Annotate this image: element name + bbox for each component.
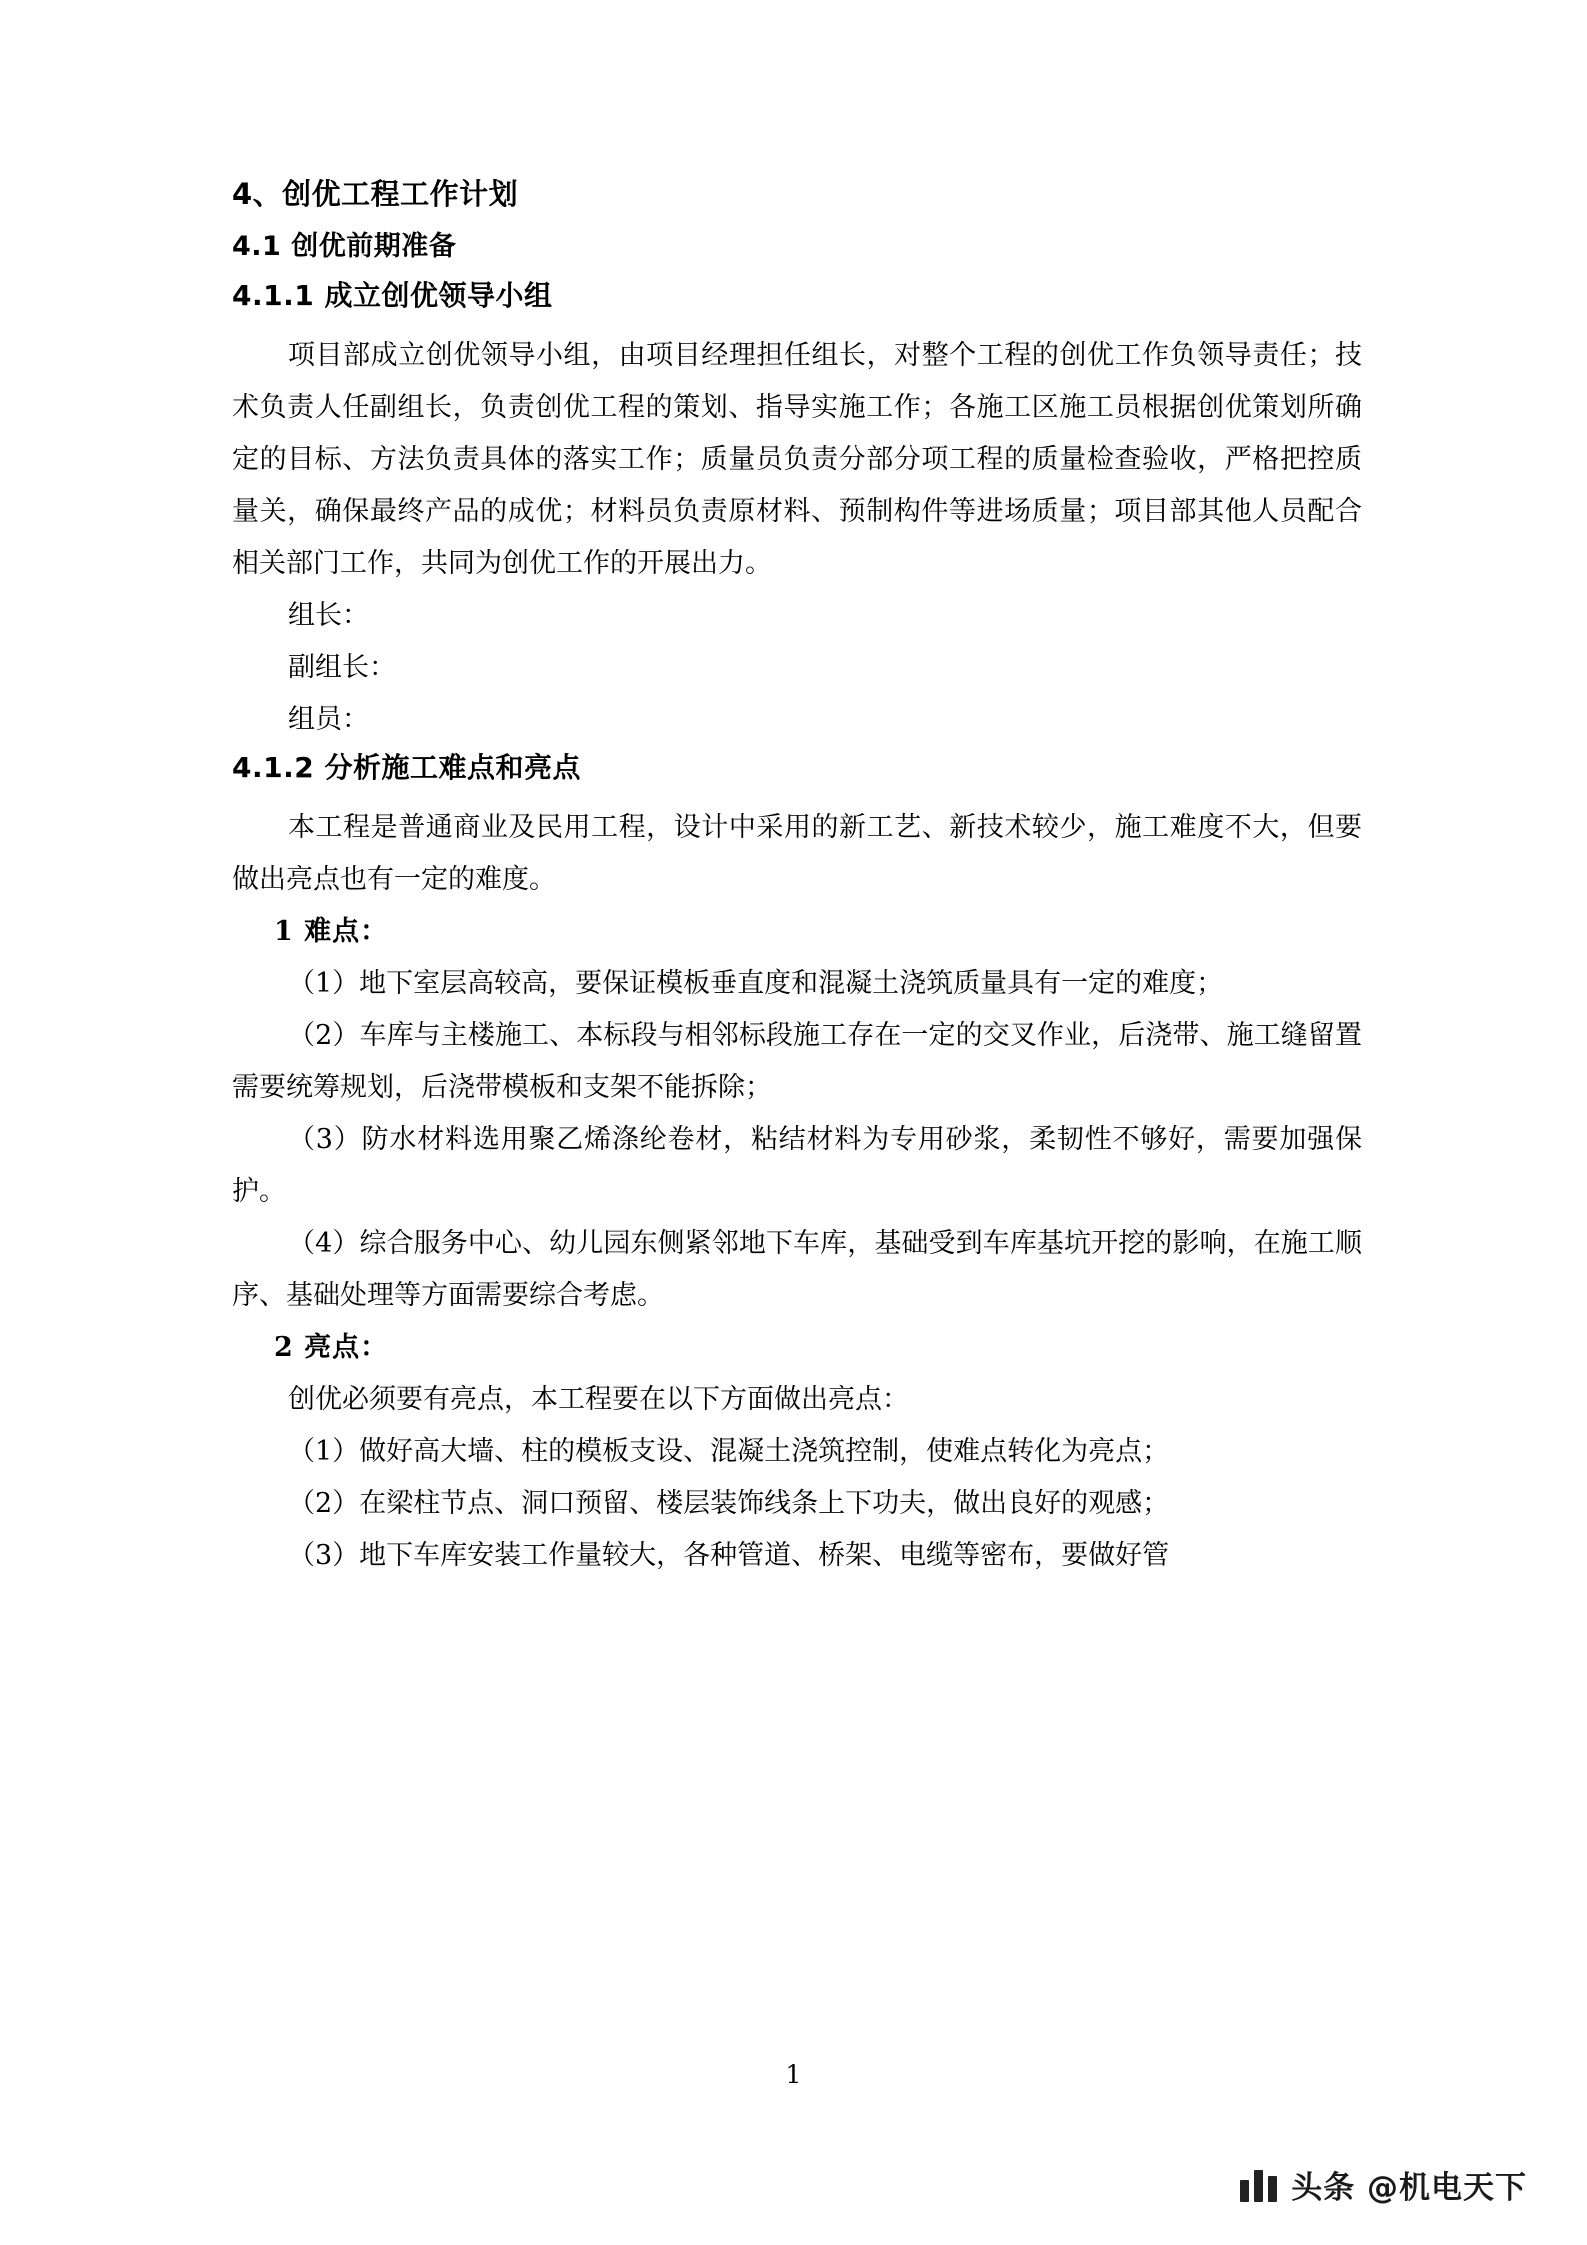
list-item-highlight-1: （1）做好高大墙、柱的模板支设、混凝土浇筑控制，使难点转化为亮点；: [288, 1436, 1170, 1467]
list-item-difficulty-1: （1）地下室层高较高，要保证模板垂直度和混凝土浇筑质量具有一定的难度；: [288, 968, 1224, 999]
label-deputy-group-leader: 副组长：: [288, 652, 396, 683]
list-item-difficulty-4: （4）综合服务中心、幼儿园东侧紧邻地下车库，基础受到车库基坑开挖的影响，在施工顺序、基础处理等方面需要综合考虑。: [232, 1228, 1362, 1311]
paragraph-highlights-intro: 创优必须要有亮点，本工程要在以下方面做出亮点：: [288, 1384, 909, 1415]
subsection-heading-4-1-1: 4.1.1 成立创优领导小组: [232, 279, 553, 312]
subsection-heading-4-1: 4.1 创优前期准备: [232, 231, 457, 262]
document-body: [232, 177, 1362, 1582]
list-item-difficulty-2: （2）车库与主楼施工、本标段与相邻标段施工存在一定的交叉作业，后浇带、施工缝留置需要统筹规划，后浇带模板和支架不能拆除；: [232, 1020, 1362, 1103]
subsection-heading-4-1-2: 4.1.2 分析施工难点和亮点: [232, 751, 581, 784]
label-group-members: 组员：: [288, 704, 369, 735]
list-item-difficulty-3: （3）防水材料选用聚乙烯涤纶卷材，粘结材料为专用砂浆，柔韧性不够好，需要加强保护。: [232, 1124, 1362, 1207]
list-item-highlight-2: （2）在梁柱节点、洞口预留、楼层装饰线条上下功夫，做出良好的观感；: [288, 1488, 1170, 1519]
list-heading-highlights: 2 亮点：: [274, 1332, 389, 1363]
paragraph-leadership-group: 项目部成立创优领导小组，由项目经理担任组长，对整个工程的创优工作负领导责任；技术负责人任副组长，负责创优工程的策划、指导实施工作；各施工区施工员根据创优策划所确定的目标、方法负责具体的落实工作；质量员负责分部分项工程的质量检查验收，严格把控质量关，确保最终产品的成优；材料员负责原材料、预制构件等进场质量；项目部其他人员配合相关部门工作，共同为创优工作的开展出力。: [232, 340, 1362, 579]
list-item-highlight-3: （3）地下车库安装工作量较大，各种管道、桥架、电缆等密布，要做好管: [288, 1540, 1170, 1571]
toutiao-logo-icon: [1240, 2168, 1277, 2202]
paragraph-project-overview: 本工程是普通商业及民用工程，设计中采用的新工艺、新技术较少，施工难度不大，但要做出亮点也有一定的难度。: [232, 812, 1362, 895]
watermark: [1240, 2162, 1527, 2207]
label-group-leader: 组长：: [288, 600, 369, 631]
page-number: 1: [785, 2060, 802, 2089]
watermark-text: 头条 @机电天下: [1291, 2170, 1527, 2206]
list-heading-difficulties: 1 难点：: [274, 916, 389, 947]
section-heading: 4、创优工程工作计划: [232, 177, 519, 211]
